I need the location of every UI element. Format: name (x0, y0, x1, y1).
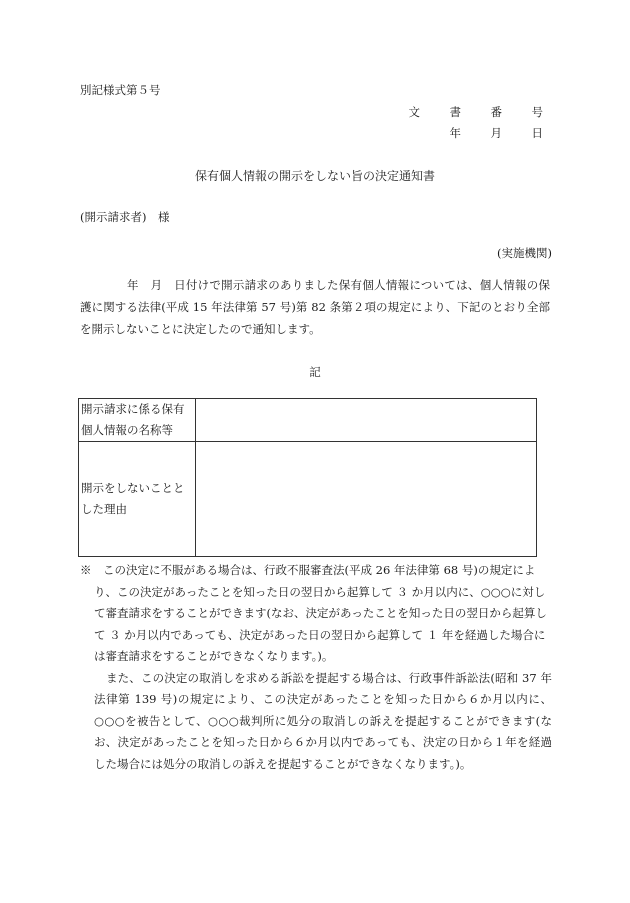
notice-body: 年 月 日付けで開示請求のありました保有個人情報については、個人情報の保護に関する法律(平成 15 年法律第 57 号)第 82 条第２項の規定により、下記のとおり全部を開示しないことに決定したので通知します。 (80, 278, 550, 336)
requester-addressee: (開示請求者) 様 (80, 210, 170, 224)
ki-heading: 記 (309, 365, 321, 379)
document-title: 保有個人情報の開示をしない旨の決定通知書 (194, 169, 435, 183)
document-number-label: 文 書 番 号 (408, 105, 552, 119)
note-paragraph-2: また、この決定の取消しを求める訴訟を提起する場合は、行政事件訴訟法(昭和 37 年法律第 139 号)の規定により、この決定があったことを知った日から６か月以内に、○○○を被告として、○○○裁判所に処分の取消しの訴えを提起することができます(なお、決定があったことを知った日から６か月以内であっても、決定の日から１年を経過した場合には処分の取消しの訴えを提起することができなくなります。)。 (94, 670, 552, 771)
info-table (78, 398, 537, 557)
row2-value (196, 442, 537, 557)
form-number: 別記様式第５号 (80, 83, 161, 97)
implementing-agency: (実施機関) (497, 246, 552, 260)
row1-value (196, 399, 537, 442)
row1-label: 開示請求に係る保有個人情報の名称等 (79, 399, 196, 442)
row2-label: 開示をしないこととした理由 (79, 442, 196, 557)
table-row (79, 442, 537, 557)
note-paragraph-1: ※ この決定に不服がある場合は、行政不服審査法(平成 26 年法律第 68 号)の規定により、この決定があったことを知った日の翌日から起算して ３ か月以内に、○○○に対して審査請求をすることができます(なお、決定があったことを知った日の翌日から起算して ３ か月以内であっても、決定があった日の翌日から起算して １ 年を経過した場合には審査請求をすることができなくなります。)。 (80, 563, 547, 663)
notes-section (80, 560, 552, 775)
document-date-label: 年 月 日 (449, 126, 552, 140)
table-row (79, 399, 537, 442)
